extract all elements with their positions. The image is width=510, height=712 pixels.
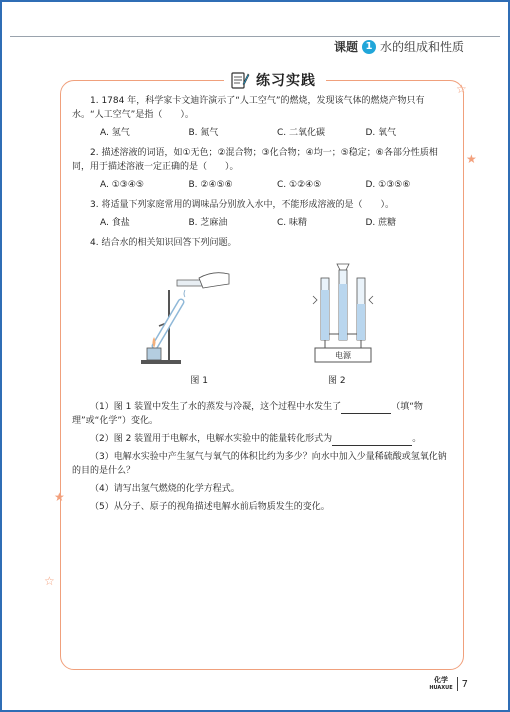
- figure-1: [133, 260, 233, 370]
- figures-row: [72, 260, 454, 370]
- question-3-options: [72, 216, 454, 230]
- star-icon: ☆: [456, 82, 467, 96]
- lesson-label: 课题: [333, 40, 358, 54]
- evaporation-apparatus-illustration: [133, 260, 233, 370]
- option: C. 味精: [277, 218, 308, 228]
- subquestion-1-text: （1）图 1 装置中发生了水的蒸发与冷凝，这个过程中水发生了: [90, 402, 342, 412]
- page-header: [2, 22, 508, 52]
- question-1: 1. 1784 年，科学家卡文迪许演示了“人工空气”的燃烧，发现该气体的燃烧产物只有水。“人工空气”是指（ ）。: [72, 96, 425, 120]
- subquestion-4: （4）请写出氢气燃烧的化学方程式。: [90, 484, 240, 494]
- subquestion-5: （5）从分子、原子的视角描述电解水前后物质发生的变化。: [90, 502, 330, 512]
- option: A. 食盐: [100, 218, 130, 228]
- figure-2: [293, 260, 393, 370]
- option: D. 氧气: [365, 128, 397, 138]
- question-3: 3. 将适量下列家庭常用的调味品分别放入水中，不能形成溶液的是（ ）。: [90, 200, 394, 210]
- figure-captions: [72, 374, 454, 388]
- power-label: 电源: [335, 351, 351, 360]
- option: B. 芝麻油: [188, 218, 228, 228]
- lesson-heading: [334, 38, 464, 55]
- figure-2-caption: 图 2: [328, 376, 346, 386]
- star-icon: ★: [54, 490, 65, 504]
- subject-logo: [429, 676, 452, 692]
- subquestion-2-text-end: 。: [412, 434, 422, 444]
- notebook-pencil-icon: [230, 70, 250, 90]
- option: C. 二氧化碳: [277, 128, 326, 138]
- section-title-badge: [224, 68, 326, 92]
- electrolysis-apparatus-illustration: [293, 260, 393, 370]
- answer-blank[interactable]: [341, 413, 391, 414]
- question-1-options: [72, 126, 454, 140]
- option: A. 氢气: [100, 128, 130, 138]
- answer-blank[interactable]: [332, 445, 412, 446]
- subquestion-3: （3）电解水实验中产生氢气与氧气的体积比约为多少？向水中加入少量稀硫酸或氢氧化钠的目的是什么？: [72, 452, 447, 476]
- page-number: 7: [461, 678, 468, 690]
- subquestion-2: [72, 432, 454, 446]
- page-footer: [429, 676, 468, 692]
- option: A. ①③④⑤: [100, 180, 144, 190]
- subject-pinyin: HUAXUE: [429, 685, 453, 691]
- section-title: 练习实践: [256, 73, 316, 89]
- header-divider: [10, 36, 500, 37]
- footer-divider: [457, 677, 458, 691]
- star-icon: ★: [466, 152, 477, 166]
- option: B. ②④⑤⑥: [188, 180, 233, 190]
- option: B. 氮气: [188, 128, 219, 138]
- figure-1-caption: 图 1: [190, 376, 208, 386]
- lesson-number-badge: 1: [362, 40, 376, 54]
- subquestion-1: [72, 400, 454, 428]
- question-2-options: [72, 178, 454, 192]
- subject-name: 化学: [433, 676, 448, 684]
- question-4: 4. 结合水的相关知识回答下列问题。: [90, 238, 237, 248]
- star-icon: ☆: [44, 574, 55, 588]
- option: C. ①②④⑤: [277, 180, 322, 190]
- option: D. 蔗糖: [365, 218, 397, 228]
- lesson-title: 水的组成和性质: [379, 40, 464, 54]
- exercise-content: [72, 94, 454, 518]
- question-2: 2. 描述溶液的词语，如①无色；②混合物；③化合物；④均一；⑤稳定；⑥各部分性质相同，用于描述溶液一定正确的是（ ）。: [72, 148, 438, 172]
- subquestion-2-text: （2）图 2 装置用于电解水，电解水实验中的能量转化形式为: [90, 434, 333, 444]
- subquestion-1-text-end: （填“物理”或“化学”）变化。: [72, 402, 423, 426]
- option: D. ①③⑤⑥: [365, 180, 411, 190]
